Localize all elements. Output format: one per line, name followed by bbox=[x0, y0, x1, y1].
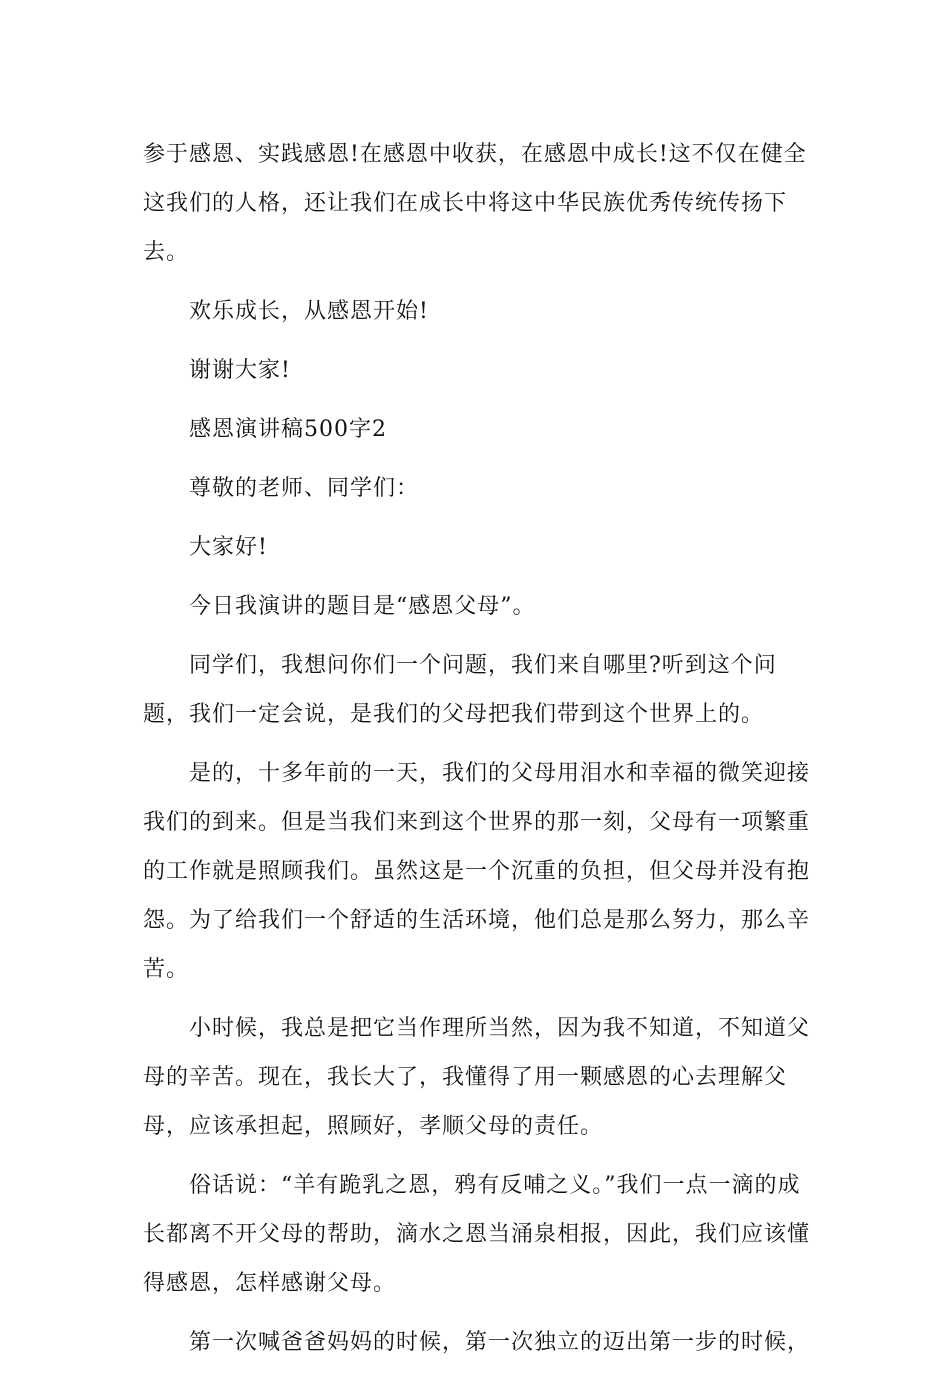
greeting-salutation: 尊敬的老师、同学们： bbox=[189, 476, 420, 501]
speech-topic: 今日我演讲的题目是“感恩父母”。 bbox=[189, 594, 536, 619]
paragraph-1: 参于感恩、实践感恩!在感恩中收获，在感恩中成长!这不仅在健全这我们的人格，还让我们在成长中将这中华民族优秀传统传扬下去。 bbox=[143, 142, 807, 265]
paragraph-8: 同学们，我想问你们一个问题，我们来自哪里?听到这个问题，我们一定会说，是我们的父母把我们带到这个世界上的。 bbox=[143, 653, 777, 727]
paragraph-10: 小时候，我总是把它当作理所当然，因为我不知道，不知道父母的辛苦。现在，我长大了，我懂得了用一颗感恩的心去理解父母，应该承担起，照顾好，孝顺父母的责任。 bbox=[143, 1016, 811, 1139]
document-body bbox=[143, 130, 811, 1377]
section-title: 感恩演讲稿500字2 bbox=[189, 417, 387, 442]
paragraph-2: 欢乐成长，从感恩开始! bbox=[189, 299, 429, 324]
paragraph-3: 谢谢大家! bbox=[189, 358, 291, 383]
paragraph-11: 俗话说：“羊有跪乳之恩，鸦有反哺之义。”我们一点一滴的成长都离不开父母的帮助，滴水之恩当涌泉相报，因此，我们应该懂得感恩，怎样感谢父母。 bbox=[143, 1173, 811, 1296]
paragraph-12: 第一次喊爸爸妈妈的时候，第一次独立的迈出第一步的时候， bbox=[189, 1330, 811, 1355]
paragraph-9: 是的，十多年前的一天，我们的父母用泪水和幸福的微笑迎接我们的到来。但是当我们来到这个世界的那一刻，父母有一项繁重的工作就是照顾我们。虽然这是一个沉重的负担，但父母并没有抱怨。为了给我们一个舒适的生活环境，他们总是那么努力，那么辛苦。 bbox=[143, 761, 811, 982]
greeting-hello: 大家好! bbox=[189, 535, 268, 560]
